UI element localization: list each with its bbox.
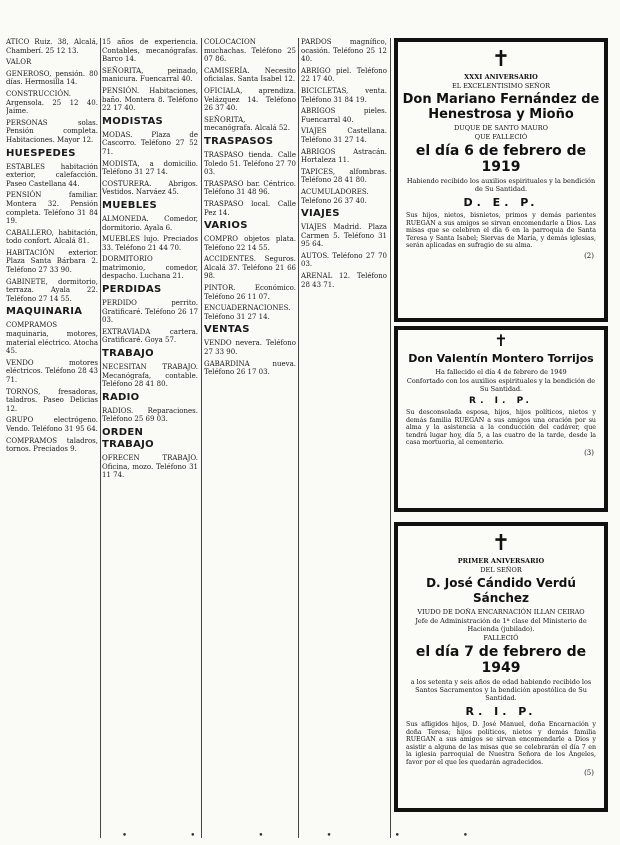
page-footer-marks: • • • • • • <box>121 831 499 841</box>
section-heading: VENTAS <box>204 324 250 336</box>
cross-icon: ✝ <box>491 47 511 72</box>
obituary-body: Sus hijos, nietos, bisnietos, primos y demás parientes RUEGAN a sus amigos se sirvan encomendarle a Dios. Las misas que se celebren el día 6 en la parroquia de Santa Teresa y Santa Isabel; Siervas de María, y demás iglesias, serán aplicadas en sufragio de su alma. <box>406 212 596 250</box>
anniversary-line: PRIMER ANIVERSARIO <box>457 557 545 565</box>
classified-ad: AUTOS. Teléfono 27 70 03. <box>301 251 387 269</box>
death-date: el día 6 de febrero de 1919 <box>415 143 587 175</box>
classified-ad: ENCUADERNACIONES. Teléfono 31 27 14. <box>204 304 291 321</box>
fallecio-line: FALLECIÓ <box>483 634 519 642</box>
sacraments-line: Confortado con los auxilios espirituales y la bendición de Su Santidad. <box>406 377 596 393</box>
section-heading: VARIOS <box>204 220 248 232</box>
classified-ad: VENDO nevera. Teléfono 27 33 90. <box>204 339 296 357</box>
classified-ad: HABITACIÓN exterior. Plaza Santa Bárbara 2. Teléfono 27 33 90. <box>6 248 98 275</box>
fallecio-line: QUE FALLECIÓ <box>474 133 528 141</box>
position-line: Jefe de Administración de 1ª clase del Ministerio de Hacienda (jubilado). <box>415 617 587 633</box>
classified-ad: ARENAL 12. Teléfono 28 43 71. <box>301 272 387 289</box>
classified-ad: COMPRAMOS maquinaria, motores, material eléctrico. Atocha 45. <box>6 321 98 356</box>
classifieds-column-1 <box>6 38 98 838</box>
cross-icon: ✝ <box>491 531 511 556</box>
rip-line: R. I. P. <box>469 396 533 406</box>
notice-code: (2) <box>584 251 594 260</box>
obituary-body: Su desconsolada esposa, hijos, hijos políticos, nietos y demás familia RUEGAN a sus amigos una oración por su alma y la asistencia a la conducción del cadáver, que tendrá lugar hoy, día 5, a las cuatro de la tarde, desde la casa mortuoria, al cementerio. <box>406 409 596 447</box>
cross-icon: ✝ <box>494 331 508 350</box>
classified-ad: OFICIALA, aprendiza. Velázquez 14. Teléfono 26 37 40. <box>204 86 296 113</box>
classified-ad: COMPRO objetos plata. Teléfono 22 14 55. <box>204 235 296 252</box>
section-heading: TRASPASOS <box>204 135 274 147</box>
obituary-notice-2 <box>394 326 608 512</box>
rip-line: R. I. P. <box>465 705 537 718</box>
sacraments-line: Habiendo recibido los auxilios espirituales y la bendición de Su Santidad. <box>406 177 596 193</box>
classified-ad: TAPICES, alfombras. Teléfono 28 41 80. <box>301 167 387 185</box>
obituary-body: Sus afligidos hijos, D. José Manuel, doña Encarnación y doña Teresa; hijos políticos, nietos y demás familia RUEGAN a sus amigos se sirvan encomendarle a Dios y asistir a alguna de las misas que se celebrarán el día 7 en la iglesia parroquial de Nuestra Señora de los Ángeles, favor por el que les quedarán agradecidos. <box>406 721 596 766</box>
section-heading: HUESPEDES <box>6 147 76 159</box>
classified-ad: PERSONAS solas. Pensión completa. Habitaciones. Mayor 12. <box>6 118 98 144</box>
classified-ad: VIAJES Castellana. Teléfono 31 27 14. <box>301 127 387 144</box>
classified-ad: EXTRAVIADA cartera. Gratificaré. Goya 57. <box>102 327 198 345</box>
section-heading: PERDIDAS <box>102 284 162 296</box>
classified-ad: GABARDINA nueva. Teléfono 26 17 03. <box>204 359 296 377</box>
classified-ad: CABALLERO, habitación, todo confort. Alcalá 81. <box>6 228 98 246</box>
section-heading: MODISTAS <box>102 115 164 127</box>
classified-ad: COMPRAMOS taladros, tornos. Preciados 9. <box>6 436 98 454</box>
classified-ad: RADIOS. Reparaciones. Teléfono 25 69 03. <box>102 406 198 424</box>
classified-ad: PENSIÓN familiar. Montera 32. Pensión completa. Teléfono 31 84 19. <box>6 191 98 226</box>
classified-ad: TRASPASO local. Calle Pez 14. <box>204 199 296 217</box>
classified-ad: BICICLETAS, venta. Teléfono 31 84 19. <box>301 86 387 104</box>
classified-ad: SEÑORITA, peinado, manicura. Fuencarral 40. <box>102 66 198 84</box>
classified-ad: CAMISERÍA. Necesito oficialas. Santa Isabel 12. <box>204 66 296 84</box>
classified-ad: VIAJES Madrid. Plaza Carmen 5. Teléfono 31 95 64. <box>301 223 387 249</box>
deceased-name: Don Mariano Fernández de Henestrosa y Mioño <box>402 92 600 122</box>
classified-ad: ABRIGOS Astracán. Hortaleza 11. <box>301 147 387 165</box>
classified-ad: COLOCACIÓN muchachas. Teléfono 25 07 86. <box>204 38 296 64</box>
classified-ad: ALMONEDA. Comedor, dormitorio. Ayala 6. <box>102 214 198 232</box>
section-heading: TRABAJO <box>102 348 154 360</box>
section-heading: VIAJES <box>301 208 340 220</box>
classified-ad: ACCIDENTES. Seguros. Alcalá 37. Teléfono 21 66 98. <box>204 255 296 281</box>
classified-ad: ABRIGO piel. Teléfono 22 17 40. <box>301 66 387 84</box>
classified-ad: PINTOR. Económico. Teléfono 26 11 07. <box>204 284 296 301</box>
deceased-name: D. José Cándido Verdú Sánchez <box>426 576 576 605</box>
classified-ad: MODAS. Plaza de Cascorro. Teléfono 27 52 71. <box>102 130 198 156</box>
obituary-notice-1 <box>394 38 608 322</box>
classified-ad: VALOR <box>6 58 32 67</box>
death-date: Ha fallecido el día 4 de febrero de 1949 <box>435 368 567 376</box>
classified-ad: MUEBLES lujo. Preciados 33. Teléfono 21 44 70. <box>102 235 198 252</box>
column-rule <box>201 38 202 838</box>
classified-ad: ESTABLES habitación exterior, calefacción. Paseo Castellana 44. <box>6 162 98 188</box>
rip-line: D. E. P. <box>463 196 539 209</box>
section-heading: ORDEN TRABAJO <box>102 427 154 450</box>
classified-ad: 15 años de experiencia. Contables, mecanógrafas. Barco 14. <box>102 38 198 64</box>
death-date: el día 7 de febrero de 1949 <box>415 644 587 676</box>
classified-ad: PARDOS magnífico, ocasión. Teléfono 25 12 40. <box>301 38 387 64</box>
section-heading: MUEBLES <box>102 199 158 211</box>
obituary-notice-3 <box>394 522 608 812</box>
classified-ad: TRASPASO bar. Céntrico. Teléfono 31 48 96. <box>204 179 296 197</box>
classified-ad: ABRIGOS pieles. Fuencarral 40. <box>301 107 387 124</box>
classified-ad: GABINETE, dormitorio, terraza. Ayala 22. Teléfono 27 14 55. <box>6 277 98 303</box>
notice-code: (3) <box>584 448 594 457</box>
honorific-line: DEL SEÑOR <box>480 566 522 574</box>
classifieds-column-3 <box>204 38 296 838</box>
deceased-name: Don Valentín Montero Torrijos <box>408 352 594 365</box>
classified-ad: DORMITORIO matrimonio, comedor, despacho. Luchana 21. <box>102 255 198 281</box>
classified-ad: TRASPASO tienda. Calle Toledo 51. Teléfono 27 70 03. <box>204 150 296 177</box>
classified-ad: PERDIDO perrito. Gratificaré. Teléfono 26 17 03. <box>102 299 198 325</box>
sacraments-line: a los setenta y seis años de edad habiendo recibido los Santos Sacramentos y la bendición apostólica de Su Santidad. <box>410 678 592 702</box>
classified-ad: SEÑORITA, mecanógrafa. Alcalá 52. <box>204 115 290 133</box>
classified-ad: CONSTRUCCIÓN. Argensola. 25 12 40. Jaime. <box>6 89 98 116</box>
classified-ad: GRUPO electrógeno. Vendo. Teléfono 31 95 64. <box>6 416 98 433</box>
classifieds-column-4 <box>301 38 387 838</box>
classified-ad: VENDO motores eléctricos. Teléfono 28 43 71. <box>6 358 98 384</box>
classified-ad: GENEROSO, pensión. 80 días. Hermosilla 14. <box>6 69 98 87</box>
classifieds-column-2 <box>102 38 198 838</box>
classified-ad: ACUMULADORES. Teléfono 26 37 40. <box>301 187 369 205</box>
classified-ad: PENSIÓN. Habitaciones, baño. Montera 8. Teléfono 22 17 40. <box>102 86 198 113</box>
notice-code: (5) <box>584 768 594 777</box>
title-line: DUQUE DE SANTO MAURO <box>454 124 548 132</box>
classified-ad: ATICO Ruiz. 38, Alcalá, Chamberí. 25 12 13. <box>6 38 98 55</box>
classified-ad: MODISTA, a domicilio. Teléfono 31 27 14. <box>102 159 198 177</box>
subtitle-line: VIUDO DE DOÑA ENCARNACIÓN ILLAN CEIRAO <box>417 608 585 616</box>
honorific-line: EL EXCELENTISIMO SEÑOR <box>452 82 550 90</box>
classified-ad: COSTURERA. Abrigos. Vestidos. Narváez 45. <box>102 179 198 197</box>
classified-ad: OFRECEN TRABAJO. Oficina, mozo. Teléfono 31 11 74. <box>102 454 198 480</box>
anniversary-line: XXXI ANIVERSARIO <box>464 73 538 81</box>
column-rule <box>298 38 299 838</box>
column-rule <box>390 38 391 838</box>
classified-ad: TORNOS, fresadoras, taladros. Paseo Delicias 12. <box>6 387 98 413</box>
classified-ad: NECESITAN TRABAJO. Mecanógrafa, contable. Teléfono 28 41 80. <box>102 363 198 389</box>
section-heading: MAQUINARIA <box>6 306 83 318</box>
column-rule <box>100 38 101 838</box>
section-heading: RADIO <box>102 391 140 403</box>
